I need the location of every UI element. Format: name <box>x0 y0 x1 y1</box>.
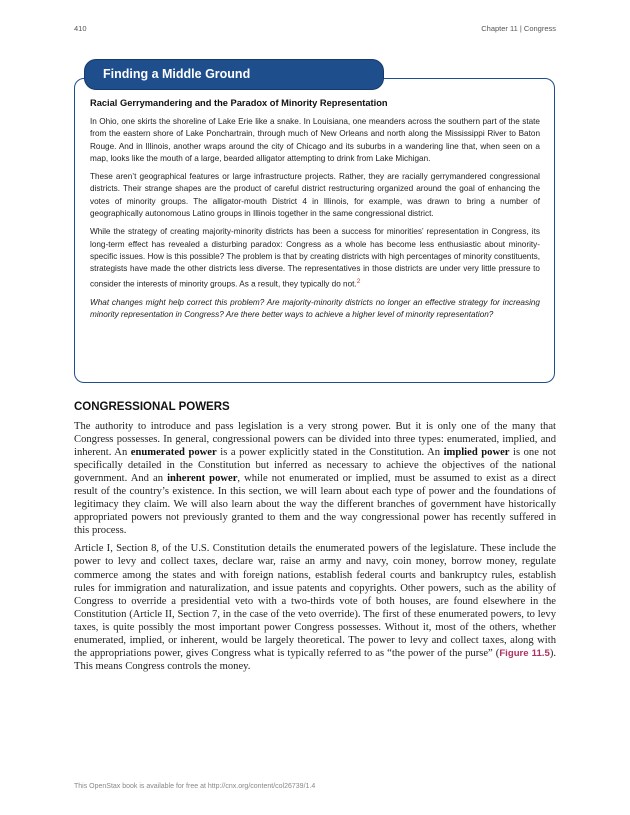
feature-paragraph <box>90 226 540 290</box>
text-run: is one not specifically detailed in the Constitution but inferred as necessary to achieve the objectives of the national government. And an <box>74 447 556 485</box>
chapter-label: Chapter 11 | Congress <box>481 24 556 33</box>
feature-heading: Racial Gerrymandering and the Paradox of Minority Representation <box>90 98 388 108</box>
text-run: ). This means Congress controls the money. <box>74 647 556 672</box>
body-paragraph <box>74 542 556 672</box>
text-run: Article I, Section 8, of the U.S. Constitution details the enumerated powers of the legislature. These include the power to levy and collect taxes, declare war, raise an army and navy, coin money, borrow money, regulate commerce among the states and with foreign nations, establish federal courts and bankruptcy rules, establish rules for immigration and naturalization, and issue patents and copyrights. Other powers, such as the ability of Congress to override a presidential veto with a two-thirds vote of both houses, are found elsewhere in the Constitution (Article II, Section 7, in the case of the veto override). The first of these enumerated powers, to levy taxes, is quite possibly the most important power Congress possesses. Without it, most of the others, whether enumerated, implied, or inherent, would be largely theoretical. The power to levy and collect taxes, along with the appropriations power, gives Congress what is typically referred to as “the power of the purse” ( <box>74 543 556 659</box>
footnote-link[interactable]: 2 <box>356 277 361 285</box>
key-term-enumerated-power: enumerated power <box>130 447 217 459</box>
section-title: CONGRESSIONAL POWERS <box>74 401 230 413</box>
figure-link[interactable]: Figure 11.5 <box>499 647 550 659</box>
key-term-inherent-power: inherent power <box>167 473 238 485</box>
key-term-implied-power: implied power <box>443 447 510 459</box>
feature-paragraph: These aren’t geographical features or large infrastructure projects. Rather, they are racially gerrymandered congressional districts. Their strange shapes are the product of careful district restructuring organized around the goal of enhancing the votes of minority groups. The alligator-mouth District 4 in Illinois, for example, was drawn to bring a number of geographically autonomous Latino groups in Illinois together in the same congressional district. <box>90 172 540 219</box>
feature-tab-title: Finding a Middle Ground <box>103 67 251 81</box>
text-run: , while not enumerated or implied, must be assumed to exist as a direct result of the country’s existence. In this section, we will learn about each type of power and the foundations of legitimacy they claim. We will also learn about the way the different branches of government have historically appropriated powers not previously granted to them and the way congressional power has recently suffered in this process. <box>74 473 556 537</box>
page-footer: This OpenStax book is available for free at http://cnx.org/content/col26739/1.4 <box>74 783 316 790</box>
feature-paragraph-text: While the strategy of creating majority-minority districts has been a success for minorities’ representation in Congress, its long-term effect has revealed a disturbing paradox: Congress as a whole has become less enthusiastic about minority-specific issues. How is this possible? The problem is that by creating districts with high percentages of minority constituents, strategists have made the other districts less diverse. The representatives in those districts are under very little pressure to consider the interests of minority groups. As a result, they typically do not. <box>90 227 540 289</box>
feature-paragraph: In Ohio, one skirts the shoreline of Lake Erie like a snake. In Louisiana, one meanders across the southern part of the state from the eastern shore of Lake Ponchartrain, through much of New Orleans and north along the Mississippi River to Baton Rouge. And in Illinois, another wraps around the city of Chicago and its suburbs in a wandering line that, when seen on a map, looks like the mouth of a large, bearded alligator attempting to drink from Lake Michigan. <box>90 117 540 163</box>
feature-tab <box>84 59 384 90</box>
page-number: 410 <box>74 24 87 33</box>
text-run: The authority to introduce and pass legislation is a very strong power. But it is only one of the many that Congress possesses. In general, congressional powers can be divided into three types: enumerated, implied, and inherent. An <box>74 421 556 459</box>
body-paragraph <box>74 420 556 537</box>
text-run: is a power explicitly stated in the Constitution. An <box>216 447 444 459</box>
feature-question: What changes might help correct this problem? Are majority-minority districts no longer an effective strategy for increasing minority representation in Congress? Are there better ways to achieve a higher level of minority representation? <box>90 297 540 319</box>
section-body <box>74 420 556 678</box>
feature-content <box>90 97 540 327</box>
page-header <box>74 24 556 36</box>
